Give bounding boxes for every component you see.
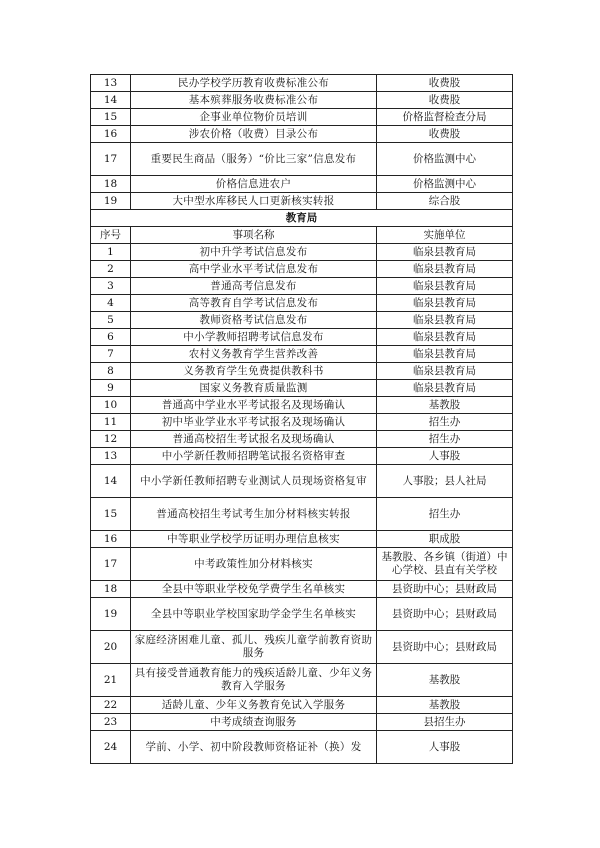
section-title-row — [91, 210, 513, 227]
row-item-name: 高等教育自学考试信息发布 — [131, 295, 377, 312]
row-item-name: 普通高校招生考试考生加分材料核实转报 — [131, 498, 377, 531]
row-implementing-unit: 收费股 — [377, 92, 513, 109]
row-implementing-unit: 招生办 — [377, 498, 513, 531]
table-row — [91, 261, 513, 278]
row-implementing-unit: 县招生办 — [377, 714, 513, 731]
row-number: 24 — [91, 731, 131, 764]
table-row — [91, 664, 513, 697]
table-header-row — [91, 227, 513, 244]
row-number: 21 — [91, 664, 131, 697]
row-item-name: 企事业单位物价员培训 — [131, 109, 377, 126]
row-implementing-unit: 基教股 — [377, 697, 513, 714]
row-number: 8 — [91, 363, 131, 380]
row-item-name: 涉农价格（收费）目录公布 — [131, 126, 377, 143]
row-number: 7 — [91, 346, 131, 363]
table-row — [91, 414, 513, 431]
row-item-name: 中考政策性加分材料核实 — [131, 548, 377, 581]
row-number: 13 — [91, 448, 131, 465]
table-row — [91, 531, 513, 548]
table-row — [91, 92, 513, 109]
row-number: 18 — [91, 176, 131, 193]
row-implementing-unit: 临泉县教育局 — [377, 244, 513, 261]
row-implementing-unit: 基教股 — [377, 397, 513, 414]
table-row — [91, 143, 513, 176]
table-row — [91, 631, 513, 664]
row-implementing-unit: 招生办 — [377, 431, 513, 448]
row-item-name: 农村义务教育学生营养改善 — [131, 346, 377, 363]
row-number: 15 — [91, 109, 131, 126]
row-implementing-unit: 临泉县教育局 — [377, 346, 513, 363]
table-row — [91, 598, 513, 631]
row-item-name: 教师资格考试信息发布 — [131, 312, 377, 329]
row-implementing-unit: 临泉县教育局 — [377, 278, 513, 295]
table-row — [91, 548, 513, 581]
row-item-name: 高中学业水平考试信息发布 — [131, 261, 377, 278]
table-row — [91, 329, 513, 346]
row-number: 14 — [91, 92, 131, 109]
row-item-name: 中小学教师招聘考试信息发布 — [131, 329, 377, 346]
table-row — [91, 397, 513, 414]
row-implementing-unit: 价格监测中心 — [377, 176, 513, 193]
row-item-name: 学前、小学、初中阶段教师资格证补（换）发 — [131, 731, 377, 764]
row-item-name: 适龄儿童、少年义务教育免试入学服务 — [131, 697, 377, 714]
row-item-name: 重要民生商品（服务）“价比三家”信息发布 — [131, 143, 377, 176]
row-implementing-unit: 临泉县教育局 — [377, 380, 513, 397]
education-section — [91, 210, 513, 244]
row-implementing-unit: 职成股 — [377, 531, 513, 548]
table-row — [91, 448, 513, 465]
row-item-name: 大中型水库移民人口更新核实转报 — [131, 193, 377, 210]
header-implementing-unit: 实施单位 — [377, 227, 513, 244]
table-row — [91, 498, 513, 531]
row-number: 17 — [91, 548, 131, 581]
table-row — [91, 75, 513, 92]
row-implementing-unit: 县资助中心；县财政局 — [377, 598, 513, 631]
row-item-name: 中等职业学校学历证明办理信息核实 — [131, 531, 377, 548]
row-item-name: 初中升学考试信息发布 — [131, 244, 377, 261]
table-row — [91, 346, 513, 363]
row-number: 9 — [91, 380, 131, 397]
row-implementing-unit: 县资助中心；县财政局 — [377, 581, 513, 598]
table-row — [91, 731, 513, 764]
table-row — [91, 431, 513, 448]
row-number: 20 — [91, 631, 131, 664]
row-number: 12 — [91, 431, 131, 448]
table-row — [91, 714, 513, 731]
row-number: 13 — [91, 75, 131, 92]
row-item-name: 普通高校招生考试报名及现场确认 — [131, 431, 377, 448]
row-implementing-unit: 招生办 — [377, 414, 513, 431]
row-number: 23 — [91, 714, 131, 731]
row-item-name: 普通高中学业水平考试报名及现场确认 — [131, 397, 377, 414]
table-row — [91, 363, 513, 380]
section-title: 教育局 — [91, 210, 513, 227]
row-implementing-unit: 收费股 — [377, 126, 513, 143]
row-number: 3 — [91, 278, 131, 295]
row-number: 15 — [91, 498, 131, 531]
table-row — [91, 581, 513, 598]
row-number: 19 — [91, 598, 131, 631]
row-number: 16 — [91, 531, 131, 548]
row-implementing-unit: 临泉县教育局 — [377, 363, 513, 380]
table-row — [91, 312, 513, 329]
table-row — [91, 295, 513, 312]
row-item-name: 普通高考信息发布 — [131, 278, 377, 295]
row-item-name: 中小学新任教师招聘笔试报名资格审查 — [131, 448, 377, 465]
row-number: 17 — [91, 143, 131, 176]
row-implementing-unit: 临泉县教育局 — [377, 295, 513, 312]
row-item-name: 全县中等职业学校国家助学金学生名单核实 — [131, 598, 377, 631]
row-number: 22 — [91, 697, 131, 714]
row-implementing-unit: 价格监测中心 — [377, 143, 513, 176]
row-number: 14 — [91, 465, 131, 498]
row-implementing-unit: 基教股、各乡镇（街道）中心学校、县直有关学校 — [377, 548, 513, 581]
price-bureau-rows — [91, 75, 513, 210]
table-row — [91, 193, 513, 210]
table-row — [91, 278, 513, 295]
table-row — [91, 176, 513, 193]
row-number: 11 — [91, 414, 131, 431]
row-number: 6 — [91, 329, 131, 346]
row-number: 2 — [91, 261, 131, 278]
row-number: 16 — [91, 126, 131, 143]
row-implementing-unit: 综合股 — [377, 193, 513, 210]
row-implementing-unit: 人事股 — [377, 448, 513, 465]
table-row — [91, 380, 513, 397]
row-implementing-unit: 临泉县教育局 — [377, 312, 513, 329]
education-rows — [91, 244, 513, 764]
row-implementing-unit: 人事股 — [377, 731, 513, 764]
row-number: 18 — [91, 581, 131, 598]
row-number: 1 — [91, 244, 131, 261]
row-number: 19 — [91, 193, 131, 210]
row-item-name: 义务教育学生免费提供教科书 — [131, 363, 377, 380]
row-implementing-unit: 县资助中心；县财政局 — [377, 631, 513, 664]
table-row — [91, 465, 513, 498]
row-item-name: 基本殡葬服务收费标准公布 — [131, 92, 377, 109]
row-item-name: 民办学校学历教育收费标准公布 — [131, 75, 377, 92]
row-item-name: 中小学新任教师招聘专业测试人员现场资格复审 — [131, 465, 377, 498]
header-number: 序号 — [91, 227, 131, 244]
row-item-name: 具有接受普通教育能力的残疾适龄儿童、少年义务教育入学服务 — [131, 664, 377, 697]
row-implementing-unit: 人事股；县人社局 — [377, 465, 513, 498]
row-implementing-unit: 临泉县教育局 — [377, 261, 513, 278]
row-implementing-unit: 临泉县教育局 — [377, 329, 513, 346]
table-row — [91, 126, 513, 143]
service-list-table — [90, 74, 513, 764]
row-item-name: 中考成绩查询服务 — [131, 714, 377, 731]
table-row — [91, 244, 513, 261]
row-implementing-unit: 价格监督检查分局 — [377, 109, 513, 126]
row-item-name: 全县中等职业学校免学费学生名单核实 — [131, 581, 377, 598]
row-number: 5 — [91, 312, 131, 329]
row-number: 4 — [91, 295, 131, 312]
row-implementing-unit: 基教股 — [377, 664, 513, 697]
row-number: 10 — [91, 397, 131, 414]
row-item-name: 国家义务教育质量监测 — [131, 380, 377, 397]
table-row — [91, 697, 513, 714]
header-item-name: 事项名称 — [131, 227, 377, 244]
row-item-name: 初中毕业学业水平考试报名及现场确认 — [131, 414, 377, 431]
row-implementing-unit: 收费股 — [377, 75, 513, 92]
row-item-name: 价格信息进农户 — [131, 176, 377, 193]
row-item-name: 家庭经济困难儿童、孤儿、残疾儿童学前教育资助服务 — [131, 631, 377, 664]
table-row — [91, 109, 513, 126]
